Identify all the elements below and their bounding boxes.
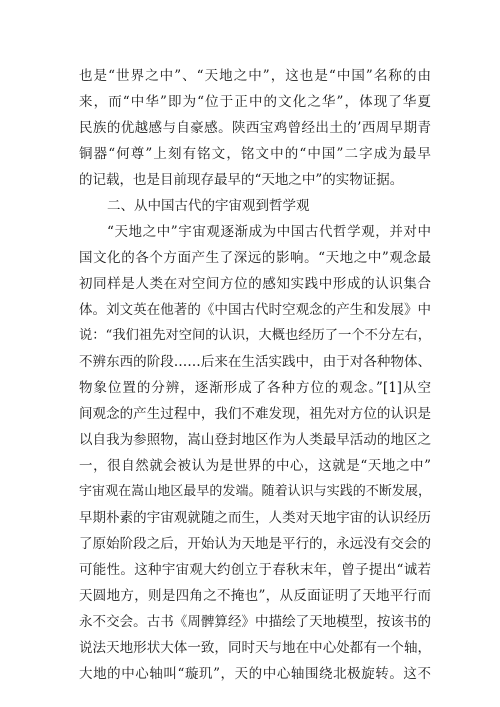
text-line: 物象位置的分辨，逐渐形成了各种方位的观念。”[1]从空 [79,380,431,396]
text-line: 一，很自然就会被认为是世界的中心，这就是“天地之中” [79,458,431,474]
text-line: 铜器“何尊”上刻有铭文，铭文中的“中国”二字成为最早 [79,146,431,162]
text-line: 天圆地方，则是四角之不掩也”，从反面证明了天地平行而 [79,588,431,604]
text-line: 以自我为参照物，嵩山登封地区作为人类最早活动的地区之 [79,432,431,448]
text-line: 国文化的各个方面产生了深远的影响。“天地之中”观念最 [79,250,431,266]
text-line: 民族的优越感与自豪感。陕西宝鸡曾经出土的’西周早期青 [79,120,431,136]
text-line: 说：“我们祖先对空间的认识，大概也经历了一个不分左右， [79,328,431,343]
text-line: 大地的中心轴叫“璇玑”，天的中心轴围绕北极旋转。这不 [79,666,431,682]
text-line: 早期朴素的宇宙观就随之而生，人类对天地宇宙的认识经历 [79,510,431,526]
section-heading: 二、从中国古代的宇宙观到哲学观 [107,198,310,214]
text-line: 间观念的产生过程中，我们不难发现，祖先对方位的认识是 [79,406,431,422]
text-line: 初同样是人类在对空间方位的感知实践中形成的认识集合 [79,276,431,292]
text-line: 也是“世界之中”、“天地之中”，这也是“中国”名称的由 [79,68,431,84]
text-line: 来，而“中华”即为“位于正中的文化之华”，体现了华夏 [79,94,431,110]
text-line: 了原始阶段之后，开始认为天地是平行的，永远没有交会的 [79,536,431,552]
text-line: 永不交会。古书《周髀算经》中描绘了天地模型，按该书的 [79,614,431,630]
text-line: 可能性。这种宇宙观大约创立于春秋末年，曾子提出“诚若 [79,562,431,578]
text-line: 说法天地形状大体一致，同时天与地在中心处都有一个轴， [79,640,431,656]
text-line: 不辨东西的阶段……后来在生活实践中，由于对各种物体、 [79,354,431,370]
text-line: 宇宙观在嵩山地区最早的发端。随着认识与实践的不断发展， [79,484,431,499]
text-line: “天地之中”宇宙观逐渐成为中国古代哲学观，并对中 [107,224,431,240]
text-line: 的记载，也是目前现存最早的“天地之中”的实物证据。 [79,172,404,188]
text-line: 体。刘文英在他著的《中国古代时空观念的产生和发展》中 [79,302,431,318]
